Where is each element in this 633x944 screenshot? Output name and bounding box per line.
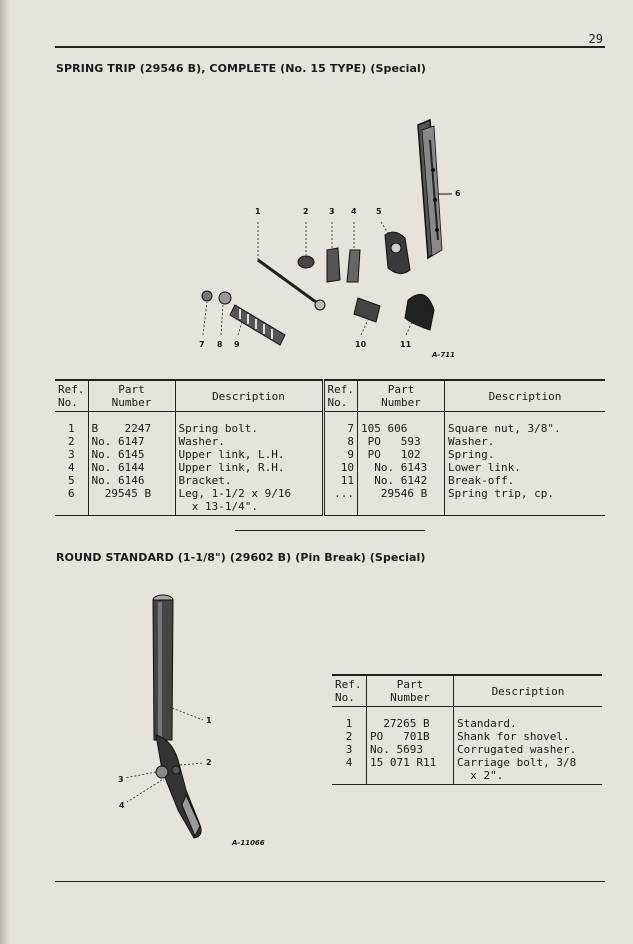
callout-5: 5 — [376, 207, 382, 216]
desc-cell: Spring. — [448, 448, 495, 461]
desc-cell: Spring bolt. — [175, 412, 323, 436]
desc-cell: Spring trip, cp. — [445, 487, 606, 516]
ref-cell: 4 — [55, 461, 88, 474]
section-title-spring-trip: SPRING TRIP (29546 B), COMPLETE (No. 15 TYPE) (Special) — [56, 62, 427, 75]
callout-7: 7 — [199, 340, 205, 349]
washer-part-2 — [298, 256, 314, 268]
ref-cell: 10 — [323, 461, 358, 474]
desc-cell: Upper link, L.H. — [175, 448, 323, 461]
ref-cell: 1 — [55, 412, 88, 436]
callout-2: 2 — [303, 207, 309, 216]
part-cell: 29546 B — [358, 487, 445, 516]
part-cell: 29545 B — [88, 487, 175, 516]
desc-cell: Square nut, 3/8". — [448, 422, 561, 435]
figure-code-a11066: A-11066 — [232, 839, 265, 847]
upper-link-rh-part-4 — [347, 250, 360, 282]
header-desc-right: Description — [445, 380, 606, 412]
desc-cell: Standard. — [457, 717, 517, 730]
header-ref-left: Ref. No. — [55, 380, 88, 412]
part-cell: No. 5693 — [367, 743, 454, 756]
part-cell: No. 6143 — [358, 461, 445, 474]
washer-part-8 — [219, 292, 231, 304]
standard-part-1 — [153, 595, 173, 740]
round-standard-parts-table — [332, 674, 602, 785]
ref-cell: 4 — [332, 756, 367, 785]
part-cell: 15 071 R11 — [367, 756, 454, 785]
ref-cell: 5 — [55, 474, 88, 487]
part-cell: No. 6145 — [88, 448, 175, 461]
desc-cell: Break-off. — [448, 474, 515, 487]
callout-3: 3 — [329, 207, 335, 216]
spring-trip-exploded-illustration — [190, 110, 480, 370]
ref-cell: 1 — [332, 707, 367, 731]
table-row — [332, 756, 602, 785]
ref-cell: 3 — [332, 743, 367, 756]
callout-11: 11 — [400, 340, 412, 349]
part-cell: 27265 B — [367, 707, 454, 731]
spring-part-9 — [230, 305, 285, 345]
callout-10: 10 — [355, 340, 367, 349]
part-cell: No. 6144 — [88, 461, 175, 474]
part-cell: PO 701B — [367, 730, 454, 743]
carriage-bolt-part-4 — [172, 766, 180, 774]
footer-rule — [55, 881, 605, 882]
ref-cell: 11 — [323, 474, 358, 487]
break-off-part-11 — [405, 294, 434, 330]
ref-cell: 3 — [55, 448, 88, 461]
header-rule — [55, 46, 605, 48]
header-desc: Description — [454, 675, 603, 707]
bracket-part-5 — [385, 232, 410, 273]
desc-cell: Upper link, R.H. — [175, 461, 323, 474]
shank-for-shovel-part-2 — [156, 735, 201, 838]
page-edge-shadow — [0, 0, 10, 944]
round-callout-2: 2 — [206, 758, 212, 767]
table-row — [55, 461, 605, 474]
desc-cell: Lower link. — [448, 461, 521, 474]
table-row — [332, 730, 602, 743]
ref-cell: 7 — [323, 412, 358, 436]
upper-link-lh-part-3 — [327, 248, 340, 282]
ref-cell: 6 — [55, 487, 88, 516]
round-standard-illustration — [100, 590, 250, 855]
header-part-left: Part Number — [88, 380, 175, 412]
ref-cell: ... — [323, 487, 358, 516]
ref-cell: 8 — [323, 435, 358, 448]
desc-cell: Carriage bolt, 3/8 x 2". — [454, 756, 603, 785]
callout-8: 8 — [217, 340, 223, 349]
figure-code-a711: A-711 — [432, 351, 455, 359]
corrugated-washer-part-3 — [156, 766, 168, 778]
desc-cell: Shank for shovel. — [457, 730, 570, 743]
table-row — [332, 743, 602, 756]
square-nut-part-7 — [202, 291, 212, 301]
round-callout-1: 1 — [206, 716, 212, 725]
spring-trip-parts-table — [55, 379, 605, 516]
part-cell: PO 593 — [358, 435, 445, 448]
table-row — [55, 474, 605, 487]
part-cell: B 2247 — [88, 412, 175, 436]
round-callout-4: 4 — [119, 801, 125, 810]
table-row — [55, 412, 605, 436]
part-cell: No. 6146 — [88, 474, 175, 487]
section-title-round-standard: ROUND STANDARD (1-1/8") (29602 B) (Pin Break) (Special) — [56, 551, 426, 564]
desc-cell: Washer. — [448, 435, 495, 448]
page-number: 29 — [588, 32, 603, 46]
callout-6: 6 — [455, 189, 461, 198]
part-cell: No. 6147 — [88, 435, 175, 448]
part-cell: 105 606 — [358, 412, 445, 436]
part-cell: No. 6142 — [358, 474, 445, 487]
lower-link-part-10 — [354, 298, 380, 322]
ref-cell: 9 — [323, 448, 358, 461]
desc-cell: Corrugated washer. — [457, 743, 577, 756]
part-cell: PO 102 — [358, 448, 445, 461]
leg-part-6 — [418, 120, 452, 258]
callout-9: 9 — [234, 340, 240, 349]
desc-cell: Leg, 1-1/2 x 9/16 x 13-1/4". — [175, 487, 323, 516]
callout-1: 1 — [255, 207, 261, 216]
desc-cell: Bracket. — [175, 474, 323, 487]
header-ref: Ref. No. — [332, 675, 367, 707]
header-part: Part Number — [367, 675, 454, 707]
desc-cell: Washer. — [175, 435, 323, 448]
table-row — [55, 487, 605, 516]
header-part-right: Part Number — [358, 380, 445, 412]
table-row — [332, 707, 602, 731]
ref-cell: 2 — [55, 435, 88, 448]
table-row — [55, 435, 605, 448]
header-desc-left: Description — [175, 380, 323, 412]
header-ref-right: Ref. No. — [323, 380, 358, 412]
callout-4: 4 — [351, 207, 357, 216]
section-divider — [235, 530, 425, 531]
ref-cell: 2 — [332, 730, 367, 743]
round-callout-3: 3 — [118, 775, 124, 784]
table-row — [55, 448, 605, 461]
